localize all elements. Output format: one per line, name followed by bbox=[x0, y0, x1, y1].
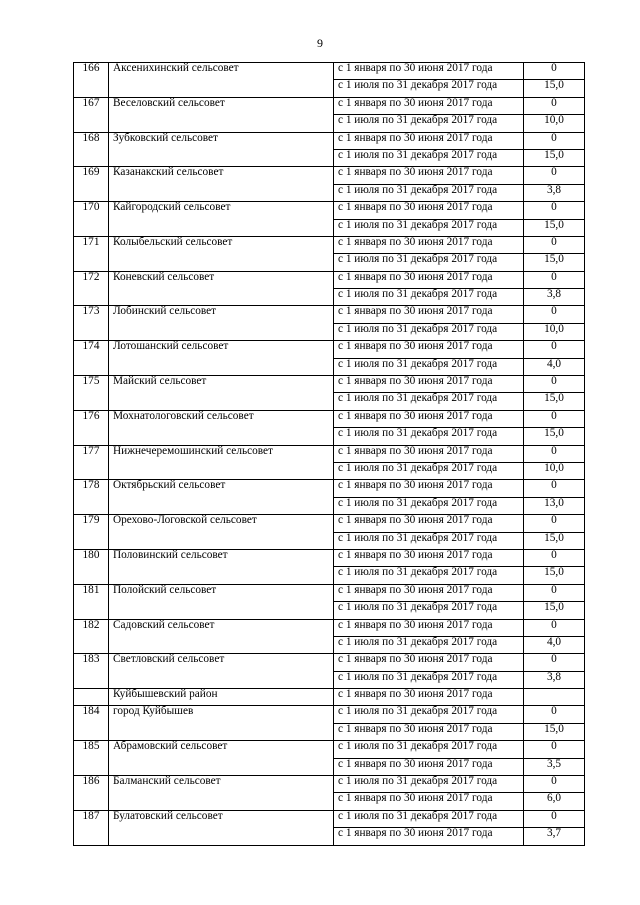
municipality-name: Половинский сельсовет bbox=[109, 549, 334, 584]
rate-cell: 0 bbox=[524, 706, 585, 723]
period-cell: с 1 июля по 31 декабря 2017 года bbox=[334, 289, 524, 306]
row-number bbox=[74, 689, 109, 706]
period-cell: с 1 января по 30 июня 2017 года bbox=[334, 167, 524, 184]
period-cell: с 1 июля по 31 декабря 2017 года bbox=[334, 671, 524, 688]
rate-cell: 0 bbox=[524, 376, 585, 393]
district-header-row bbox=[74, 689, 585, 706]
rate-cell: 3,5 bbox=[524, 758, 585, 775]
period-cell: с 1 января по 30 июня 2017 года bbox=[334, 515, 524, 532]
period-cell: с 1 июля по 31 декабря 2017 года bbox=[334, 810, 524, 827]
municipality-name: Абрамовский сельсовет bbox=[109, 741, 334, 776]
table-row bbox=[74, 306, 585, 323]
rate-cell: 13,0 bbox=[524, 497, 585, 514]
period-cell: с 1 января по 30 июня 2017 года bbox=[334, 341, 524, 358]
period-cell: с 1 января по 30 июня 2017 года bbox=[334, 793, 524, 810]
row-number: 178 bbox=[74, 480, 109, 515]
rate-cell: 0 bbox=[524, 341, 585, 358]
rate-cell: 0 bbox=[524, 236, 585, 253]
rate-cell: 0 bbox=[524, 549, 585, 566]
municipality-name: Октябрьский сельсовет bbox=[109, 480, 334, 515]
table-row bbox=[74, 167, 585, 184]
rate-cell: 0 bbox=[524, 741, 585, 758]
period-cell: с 1 января по 30 июня 2017 года bbox=[334, 654, 524, 671]
period-cell: с 1 июля по 31 декабря 2017 года bbox=[334, 532, 524, 549]
period-cell: с 1 июля по 31 декабря 2017 года bbox=[334, 184, 524, 201]
table-row bbox=[74, 619, 585, 636]
rate-cell: 4,0 bbox=[524, 636, 585, 653]
rate-cell: 15,0 bbox=[524, 254, 585, 271]
row-number: 187 bbox=[74, 810, 109, 845]
row-number: 169 bbox=[74, 167, 109, 202]
row-number: 181 bbox=[74, 584, 109, 619]
rate-cell: 6,0 bbox=[524, 793, 585, 810]
row-number: 166 bbox=[74, 63, 109, 98]
municipality-name: Казанакский сельсовет bbox=[109, 167, 334, 202]
rate-cell: 0 bbox=[524, 445, 585, 462]
period-cell: с 1 июля по 31 декабря 2017 года bbox=[334, 741, 524, 758]
rate-cell: 3,8 bbox=[524, 184, 585, 201]
rate-cell: 0 bbox=[524, 97, 585, 114]
period-cell: с 1 июля по 31 декабря 2017 года bbox=[334, 393, 524, 410]
row-number: 185 bbox=[74, 741, 109, 776]
municipality-name: Лотошанский сельсовет bbox=[109, 341, 334, 376]
period-cell: с 1 июля по 31 декабря 2017 года bbox=[334, 636, 524, 653]
rate-cell: 0 bbox=[524, 410, 585, 427]
municipality-name: Балманский сельсовет bbox=[109, 776, 334, 811]
rate-cell: 15,0 bbox=[524, 567, 585, 584]
row-number: 184 bbox=[74, 706, 109, 741]
rate-cell: 10,0 bbox=[524, 323, 585, 340]
period-cell: с 1 июля по 31 декабря 2017 года bbox=[334, 602, 524, 619]
period-cell: с 1 января по 30 июня 2017 года bbox=[334, 236, 524, 253]
period-cell: с 1 января по 30 июня 2017 года bbox=[334, 202, 524, 219]
period-cell: с 1 июля по 31 декабря 2017 года bbox=[334, 358, 524, 375]
rate-cell: 15,0 bbox=[524, 149, 585, 166]
row-number: 180 bbox=[74, 549, 109, 584]
municipality-name: Коневский сельсовет bbox=[109, 271, 334, 306]
table-row bbox=[74, 654, 585, 671]
table-row bbox=[74, 97, 585, 114]
rate-cell: 0 bbox=[524, 654, 585, 671]
rate-cell: 0 bbox=[524, 202, 585, 219]
period-cell: с 1 июля по 31 декабря 2017 года bbox=[334, 428, 524, 445]
rate-cell: 15,0 bbox=[524, 723, 585, 740]
period-cell: с 1 января по 30 июня 2017 года bbox=[334, 758, 524, 775]
rate-cell: 10,0 bbox=[524, 462, 585, 479]
row-number: 175 bbox=[74, 376, 109, 411]
period-cell: с 1 июля по 31 декабря 2017 года bbox=[334, 115, 524, 132]
row-number: 173 bbox=[74, 306, 109, 341]
period-cell: с 1 января по 30 июня 2017 года bbox=[334, 828, 524, 845]
period-cell: с 1 июля по 31 декабря 2017 года bbox=[334, 462, 524, 479]
municipality-name: Кайгородский сельсовет bbox=[109, 202, 334, 237]
municipality-name: Зубковский сельсовет bbox=[109, 132, 334, 167]
table-row bbox=[74, 776, 585, 793]
period-cell: с 1 января по 30 июня 2017 года bbox=[334, 723, 524, 740]
period-cell: с 1 июля по 31 декабря 2017 года bbox=[334, 323, 524, 340]
rate-cell: 10,0 bbox=[524, 115, 585, 132]
period-cell: с 1 января по 30 июня 2017 года bbox=[334, 306, 524, 323]
rate-cell: 0 bbox=[524, 63, 585, 80]
row-number: 183 bbox=[74, 654, 109, 689]
row-number: 174 bbox=[74, 341, 109, 376]
row-number: 167 bbox=[74, 97, 109, 132]
rate-cell: 0 bbox=[524, 271, 585, 288]
table-row bbox=[74, 63, 585, 80]
rate-cell: 0 bbox=[524, 480, 585, 497]
rate-cell: 0 bbox=[524, 776, 585, 793]
rate-cell: 0 bbox=[524, 132, 585, 149]
period-cell: с 1 января по 30 июня 2017 года bbox=[334, 63, 524, 80]
municipality-name: Садовский сельсовет bbox=[109, 619, 334, 654]
row-number: 172 bbox=[74, 271, 109, 306]
rate-cell: 4,0 bbox=[524, 358, 585, 375]
table-row bbox=[74, 549, 585, 566]
period-cell: с 1 июля по 31 декабря 2017 года bbox=[334, 254, 524, 271]
municipality-name: Майский сельсовет bbox=[109, 376, 334, 411]
municipality-name: Светловский сельсовет bbox=[109, 654, 334, 689]
rate-cell bbox=[524, 689, 585, 706]
municipality-name: Аксенихинский сельсовет bbox=[109, 63, 334, 98]
table-row bbox=[74, 810, 585, 827]
table-row bbox=[74, 584, 585, 601]
municipality-name: Нижнечеремошинский сельсовет bbox=[109, 445, 334, 480]
table-row bbox=[74, 341, 585, 358]
page-number: 9 bbox=[317, 36, 323, 50]
row-number: 179 bbox=[74, 515, 109, 550]
rate-cell: 15,0 bbox=[524, 393, 585, 410]
table-row bbox=[74, 132, 585, 149]
rate-cell: 15,0 bbox=[524, 80, 585, 97]
table-row bbox=[74, 236, 585, 253]
period-cell: с 1 января по 30 июня 2017 года bbox=[334, 584, 524, 601]
period-cell: с 1 июля по 31 декабря 2017 года bbox=[334, 149, 524, 166]
rate-cell: 0 bbox=[524, 619, 585, 636]
rate-cell: 3,7 bbox=[524, 828, 585, 845]
table-row bbox=[74, 271, 585, 288]
rate-cell: 0 bbox=[524, 810, 585, 827]
row-number: 176 bbox=[74, 410, 109, 445]
rate-cell: 15,0 bbox=[524, 428, 585, 445]
district-name: Куйбышевский район bbox=[109, 689, 334, 706]
municipality-name: Колыбельский сельсовет bbox=[109, 236, 334, 271]
table-row bbox=[74, 376, 585, 393]
row-number: 182 bbox=[74, 619, 109, 654]
rate-cell: 0 bbox=[524, 167, 585, 184]
table-row bbox=[74, 741, 585, 758]
period-cell: с 1 января по 30 июня 2017 года bbox=[334, 132, 524, 149]
row-number: 171 bbox=[74, 236, 109, 271]
row-number: 177 bbox=[74, 445, 109, 480]
period-cell: с 1 января по 30 июня 2017 года bbox=[334, 619, 524, 636]
period-cell: с 1 июля по 31 декабря 2017 года bbox=[334, 567, 524, 584]
period-cell: с 1 января по 30 июня 2017 года bbox=[334, 271, 524, 288]
period-cell: с 1 января по 30 июня 2017 года bbox=[334, 410, 524, 427]
rates-table bbox=[73, 62, 585, 846]
rate-cell: 0 bbox=[524, 515, 585, 532]
table-row bbox=[74, 445, 585, 462]
period-cell: с 1 июля по 31 декабря 2017 года bbox=[334, 80, 524, 97]
table-row bbox=[74, 410, 585, 427]
period-cell: с 1 июля по 31 декабря 2017 года bbox=[334, 497, 524, 514]
rate-cell: 0 bbox=[524, 306, 585, 323]
period-cell: с 1 января по 30 июня 2017 года bbox=[334, 689, 524, 706]
rate-cell: 3,8 bbox=[524, 671, 585, 688]
period-cell: с 1 января по 30 июня 2017 года bbox=[334, 549, 524, 566]
row-number: 186 bbox=[74, 776, 109, 811]
period-cell: с 1 июля по 31 декабря 2017 года bbox=[334, 706, 524, 723]
rate-cell: 15,0 bbox=[524, 602, 585, 619]
row-number: 170 bbox=[74, 202, 109, 237]
period-cell: с 1 января по 30 июня 2017 года bbox=[334, 480, 524, 497]
period-cell: с 1 января по 30 июня 2017 года bbox=[334, 445, 524, 462]
table-row bbox=[74, 706, 585, 723]
municipality-name: Мохнатологовский сельсовет bbox=[109, 410, 334, 445]
municipality-name: Лобинский сельсовет bbox=[109, 306, 334, 341]
rate-cell: 15,0 bbox=[524, 532, 585, 549]
period-cell: с 1 июля по 31 декабря 2017 года bbox=[334, 219, 524, 236]
rate-cell: 15,0 bbox=[524, 219, 585, 236]
period-cell: с 1 января по 30 июня 2017 года bbox=[334, 97, 524, 114]
municipality-name: Веселовский сельсовет bbox=[109, 97, 334, 132]
period-cell: с 1 июля по 31 декабря 2017 года bbox=[334, 776, 524, 793]
table-row bbox=[74, 202, 585, 219]
period-cell: с 1 января по 30 июня 2017 года bbox=[334, 376, 524, 393]
rate-cell: 0 bbox=[524, 584, 585, 601]
rate-cell: 3,8 bbox=[524, 289, 585, 306]
table-row bbox=[74, 515, 585, 532]
municipality-name: город Куйбышев bbox=[109, 706, 334, 741]
table-row bbox=[74, 480, 585, 497]
municipality-name: Полойский сельсовет bbox=[109, 584, 334, 619]
rates-table-body bbox=[74, 63, 585, 846]
municipality-name: Булатовский сельсовет bbox=[109, 810, 334, 845]
municipality-name: Орехово-Логовской сельсовет bbox=[109, 515, 334, 550]
row-number: 168 bbox=[74, 132, 109, 167]
